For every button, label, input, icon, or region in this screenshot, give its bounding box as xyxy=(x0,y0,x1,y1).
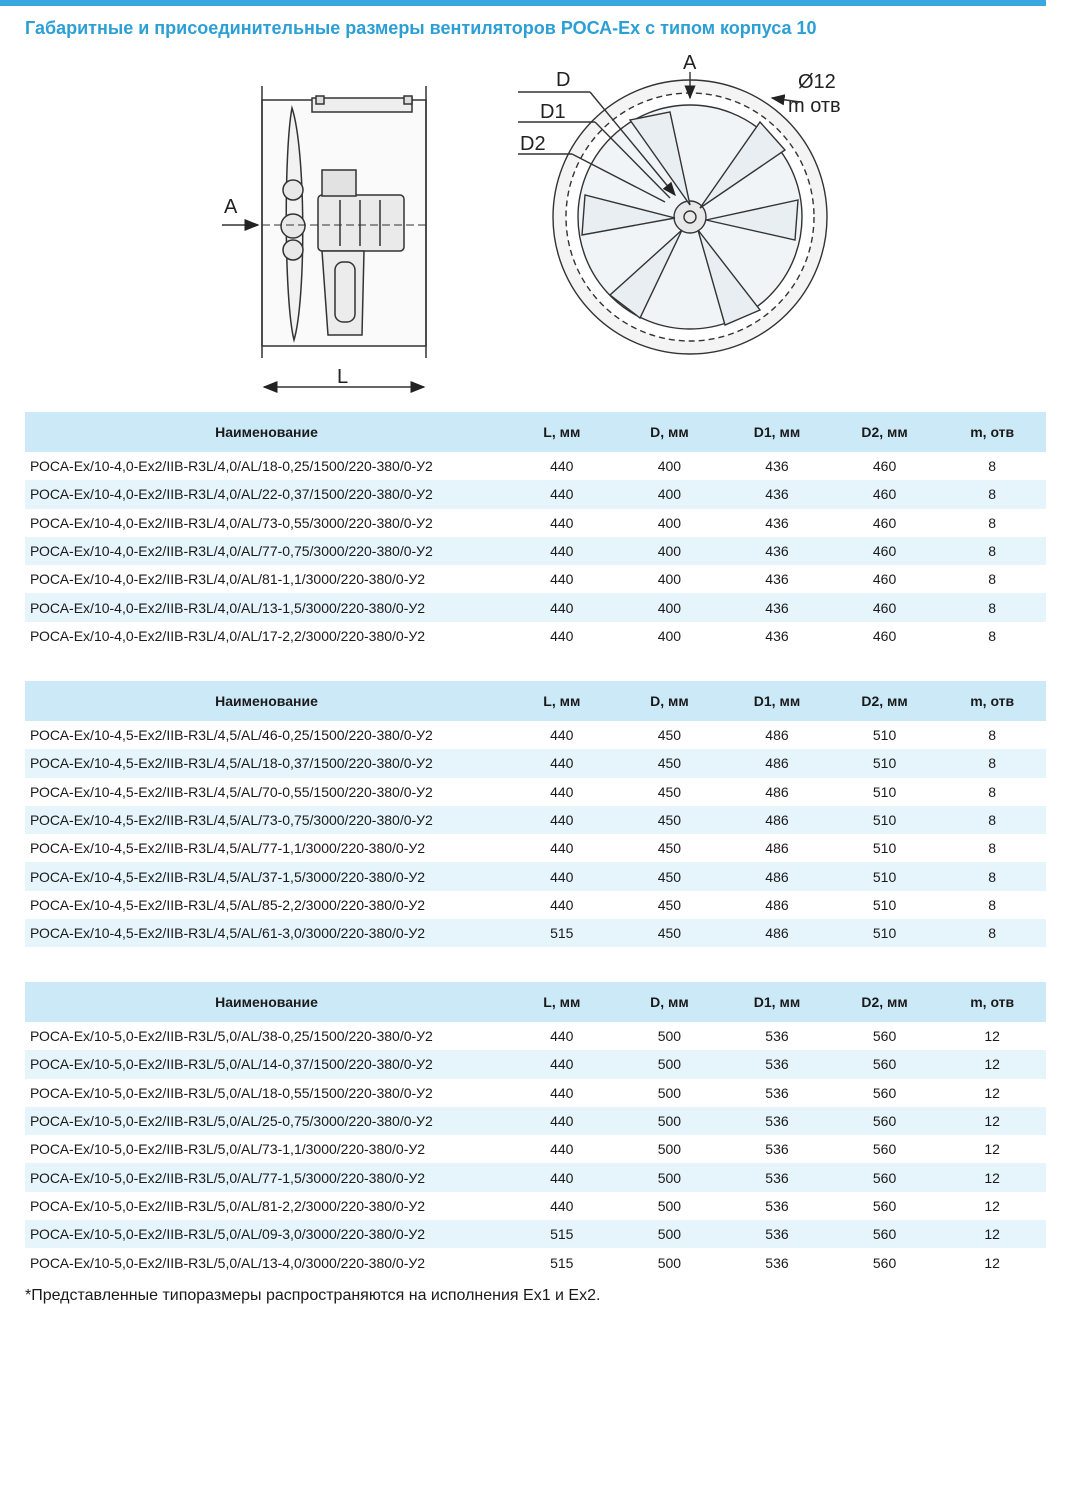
cell-m: 12 xyxy=(984,1197,1000,1214)
cell-d1: 536 xyxy=(765,1254,789,1271)
cell-d1: 536 xyxy=(765,1084,789,1101)
cell-name: РОСА-Ex/10-5,0-Ex2/IIB-R3L/5,0/AL/18-0,55/1500/220-380/0-У2 xyxy=(30,1084,433,1101)
cell-d: 450 xyxy=(657,727,682,744)
table-row xyxy=(25,1248,1046,1276)
cell-d1: 536 xyxy=(723,1163,831,1191)
cell-name: РОСА-Ex/10-4,5-Ex2/IIB-R3L/4,5/AL/73-0,75/3000/220-380/0-У2 xyxy=(25,806,508,834)
cell-name: РОСА-Ex/10-5,0-Ex2/IIB-R3L/5,0/AL/09-3,0/3000/220-380/0-У2 xyxy=(25,1220,508,1248)
table-row xyxy=(25,1220,1046,1248)
dimensions-table-5-0 xyxy=(25,982,1046,1277)
cell-name: РОСА-Ex/10-4,0-Ex2/IIB-R3L/4,0/AL/13-1,5/3000/220-380/0-У2 xyxy=(25,593,508,621)
cell-m: 12 xyxy=(984,1254,1000,1271)
table-row xyxy=(25,1135,1046,1163)
cell-d1: 486 xyxy=(723,749,831,777)
cell-l: 440 xyxy=(508,862,616,890)
cell-l: 440 xyxy=(508,1050,616,1078)
cell-d: 400 xyxy=(657,571,682,588)
cell-m: 8 xyxy=(988,514,997,531)
cell-d: 500 xyxy=(657,1141,682,1158)
cell-d1: 436 xyxy=(765,458,789,475)
header-m: m, отв xyxy=(938,982,1046,1022)
cell-m: 8 xyxy=(938,480,1046,508)
cell-d2: 560 xyxy=(872,1084,897,1101)
cell-d: 400 xyxy=(657,458,682,475)
cell-l: 440 xyxy=(508,806,616,834)
table-row xyxy=(25,891,1046,919)
cell-d: 450 xyxy=(616,862,724,890)
cell-d2: 510 xyxy=(831,806,939,834)
cell-d: 400 xyxy=(616,480,724,508)
cell-d1: 536 xyxy=(765,1197,789,1214)
table-row xyxy=(25,834,1046,862)
cell-name: РОСА-Ex/10-4,0-Ex2/IIB-R3L/4,0/AL/73-0,55/3000/220-380/0-У2 xyxy=(30,514,433,531)
cell-d1: 486 xyxy=(765,840,789,857)
cell-d2: 460 xyxy=(872,627,897,644)
dimensions-table-4-5 xyxy=(25,681,1046,947)
cell-d2: 560 xyxy=(831,1220,939,1248)
front-a-label: A xyxy=(683,52,697,74)
cell-name: РОСА-Ex/10-4,0-Ex2/IIB-R3L/4,0/AL/18-0,25/1500/220-380/0-У2 xyxy=(30,458,433,475)
cell-l: 440 xyxy=(508,480,616,508)
d2-label: D2 xyxy=(520,133,546,155)
cell-m: 12 xyxy=(984,1028,1000,1045)
cell-d: 400 xyxy=(616,537,724,565)
cell-l: 440 xyxy=(550,727,574,744)
cell-d2: 510 xyxy=(872,896,897,913)
cell-d2: 560 xyxy=(872,1254,897,1271)
header-d: D, мм xyxy=(616,982,724,1022)
cell-l: 440 xyxy=(508,593,616,621)
footnote: *Представленные типоразмеры распространяются на исполнения Ex1 и Ex2. xyxy=(25,1287,601,1304)
table-row xyxy=(25,1050,1046,1078)
holes-count-label: m отв xyxy=(788,95,841,117)
cell-m: 8 xyxy=(938,919,1046,947)
cell-d1: 536 xyxy=(723,1107,831,1135)
cell-name: РОСА-Ex/10-4,5-Ex2/IIB-R3L/4,5/AL/85-2,2/3000/220-380/0-У2 xyxy=(30,896,426,913)
cell-name: РОСА-Ex/10-5,0-Ex2/IIB-R3L/5,0/AL/25-0,75/3000/220-380/0-У2 xyxy=(25,1107,508,1135)
cell-name: РОСА-Ex/10-4,5-Ex2/IIB-R3L/4,5/AL/18-0,37/1500/220-380/0-У2 xyxy=(25,749,508,777)
cell-d: 500 xyxy=(657,1254,682,1271)
cell-d1: 436 xyxy=(723,593,831,621)
page-title: Габаритные и присоединительные размеры вентиляторов РОСА-Ex с типом корпуса 10 xyxy=(25,18,817,38)
l-label: L xyxy=(337,366,349,388)
cell-l: 440 xyxy=(550,514,574,531)
cell-m: 8 xyxy=(938,862,1046,890)
cell-l: 440 xyxy=(550,1084,574,1101)
cell-m: 8 xyxy=(938,806,1046,834)
cell-d: 400 xyxy=(616,593,724,621)
cell-m: 12 xyxy=(938,1220,1046,1248)
cell-l: 440 xyxy=(550,627,574,644)
cell-name: РОСА-Ex/10-4,5-Ex2/IIB-R3L/4,5/AL/46-0,25/1500/220-380/0-У2 xyxy=(30,727,433,744)
cell-d: 500 xyxy=(657,1084,682,1101)
cell-d2: 560 xyxy=(872,1141,897,1158)
table-row xyxy=(25,919,1046,947)
d1-label: D1 xyxy=(540,101,566,123)
cell-m: 8 xyxy=(988,896,997,913)
header-l: L, мм xyxy=(508,681,616,721)
cell-d: 500 xyxy=(616,1107,724,1135)
cell-d2: 460 xyxy=(872,458,897,475)
cell-m: 8 xyxy=(988,458,997,475)
cell-l: 440 xyxy=(550,571,574,588)
cell-d: 450 xyxy=(657,783,682,800)
cell-l: 440 xyxy=(550,783,574,800)
cell-l: 440 xyxy=(550,1197,574,1214)
cell-d: 500 xyxy=(657,1028,682,1045)
cell-d1: 486 xyxy=(723,806,831,834)
cell-m: 8 xyxy=(938,537,1046,565)
cell-d1: 486 xyxy=(723,919,831,947)
table-row xyxy=(25,806,1046,834)
cell-d2: 460 xyxy=(831,593,939,621)
cell-d2: 510 xyxy=(831,919,939,947)
cell-d: 450 xyxy=(657,840,682,857)
cell-d2: 560 xyxy=(831,1163,939,1191)
cell-l: 515 xyxy=(508,1220,616,1248)
table-header-row xyxy=(25,982,1046,1022)
table-row xyxy=(25,480,1046,508)
cell-name: РОСА-Ex/10-4,5-Ex2/IIB-R3L/4,5/AL/37-1,5/3000/220-380/0-У2 xyxy=(25,862,508,890)
cell-d1: 486 xyxy=(765,783,789,800)
table-row xyxy=(25,452,1046,480)
cell-d: 400 xyxy=(657,514,682,531)
header-name: Наименование xyxy=(25,982,508,1022)
cell-d1: 536 xyxy=(765,1028,789,1045)
cell-d2: 460 xyxy=(831,537,939,565)
cell-d2: 460 xyxy=(872,514,897,531)
cell-d1: 436 xyxy=(723,537,831,565)
cell-name: РОСА-Ex/10-5,0-Ex2/IIB-R3L/5,0/AL/14-0,37/1500/220-380/0-У2 xyxy=(25,1050,508,1078)
table-row xyxy=(25,537,1046,565)
cell-l: 440 xyxy=(508,537,616,565)
cell-d: 450 xyxy=(616,806,724,834)
header-d1: D1, мм xyxy=(723,412,831,452)
header-name: Наименование xyxy=(25,412,508,452)
table-row xyxy=(25,721,1046,749)
cell-name: РОСА-Ex/10-5,0-Ex2/IIB-R3L/5,0/AL/13-4,0/3000/220-380/0-У2 xyxy=(30,1254,426,1271)
cell-m: 12 xyxy=(938,1163,1046,1191)
cell-l: 440 xyxy=(508,749,616,777)
cell-name: РОСА-Ex/10-4,0-Ex2/IIB-R3L/4,0/AL/77-0,75/3000/220-380/0-У2 xyxy=(25,537,508,565)
cell-name: РОСА-Ex/10-5,0-Ex2/IIB-R3L/5,0/AL/81-2,2/3000/220-380/0-У2 xyxy=(30,1197,426,1214)
table-header-row xyxy=(25,412,1046,452)
cell-m: 8 xyxy=(988,627,997,644)
cell-d1: 436 xyxy=(765,514,789,531)
cell-d1: 486 xyxy=(723,862,831,890)
cell-l: 440 xyxy=(508,1107,616,1135)
cell-d: 450 xyxy=(616,919,724,947)
header-l: L, мм xyxy=(508,982,616,1022)
cell-name: РОСА-Ex/10-4,5-Ex2/IIB-R3L/4,5/AL/70-0,55/1500/220-380/0-У2 xyxy=(30,783,433,800)
cell-d1: 436 xyxy=(765,571,789,588)
cell-name: РОСА-Ex/10-4,5-Ex2/IIB-R3L/4,5/AL/77-1,1/3000/220-380/0-У2 xyxy=(30,840,426,857)
cell-name: РОСА-Ex/10-5,0-Ex2/IIB-R3L/5,0/AL/73-1,1/3000/220-380/0-У2 xyxy=(30,1141,426,1158)
dimensions-table-4-0 xyxy=(25,412,1046,650)
cell-l: 440 xyxy=(550,840,574,857)
cell-d: 450 xyxy=(616,749,724,777)
header-d1: D1, мм xyxy=(723,681,831,721)
table-row xyxy=(25,1192,1046,1220)
cell-m: 12 xyxy=(938,1050,1046,1078)
cell-m: 12 xyxy=(984,1084,1000,1101)
cell-m: 8 xyxy=(988,727,997,744)
cell-l: 440 xyxy=(550,1141,574,1158)
side-a-label: A xyxy=(224,196,238,218)
cell-d1: 486 xyxy=(765,896,789,913)
cell-name: РОСА-Ex/10-4,0-Ex2/IIB-R3L/4,0/AL/81-1,1/3000/220-380/0-У2 xyxy=(30,571,426,588)
table-row xyxy=(25,1163,1046,1191)
table-header-row xyxy=(25,681,1046,721)
cell-d2: 560 xyxy=(831,1107,939,1135)
cell-name: РОСА-Ex/10-4,5-Ex2/IIB-R3L/4,5/AL/61-3,0/3000/220-380/0-У2 xyxy=(25,919,508,947)
cell-d: 500 xyxy=(616,1220,724,1248)
hole-diameter-label: Ø12 xyxy=(798,71,836,93)
cell-d: 500 xyxy=(657,1197,682,1214)
cell-m: 8 xyxy=(938,593,1046,621)
header-d2: D2, мм xyxy=(831,681,939,721)
cell-m: 8 xyxy=(988,840,997,857)
header-d1: D1, мм xyxy=(723,982,831,1022)
cell-l: 440 xyxy=(508,1163,616,1191)
cell-l: 515 xyxy=(550,1254,574,1271)
d-label: D xyxy=(556,69,571,91)
table-row xyxy=(25,778,1046,806)
cell-d2: 510 xyxy=(872,783,897,800)
cell-name: РОСА-Ex/10-4,0-Ex2/IIB-R3L/4,0/AL/22-0,37/1500/220-380/0-У2 xyxy=(25,480,508,508)
cell-d2: 510 xyxy=(831,862,939,890)
table-row xyxy=(25,862,1046,890)
header-d: D, мм xyxy=(616,412,724,452)
cell-d1: 536 xyxy=(723,1050,831,1078)
cell-d: 500 xyxy=(616,1050,724,1078)
cell-m: 12 xyxy=(984,1141,1000,1158)
cell-d2: 460 xyxy=(831,480,939,508)
cell-d: 450 xyxy=(657,896,682,913)
cell-d2: 510 xyxy=(872,727,897,744)
table-row xyxy=(25,749,1046,777)
cell-m: 8 xyxy=(988,571,997,588)
cell-d2: 560 xyxy=(872,1197,897,1214)
header-d: D, мм xyxy=(616,681,724,721)
cell-d: 500 xyxy=(616,1163,724,1191)
cell-d: 400 xyxy=(657,627,682,644)
table-row xyxy=(25,565,1046,593)
cell-d1: 486 xyxy=(765,727,789,744)
cell-d2: 510 xyxy=(872,840,897,857)
header-name: Наименование xyxy=(25,681,508,721)
cell-d2: 460 xyxy=(872,571,897,588)
header-d2: D2, мм xyxy=(831,982,939,1022)
cell-d2: 560 xyxy=(872,1028,897,1045)
table-row xyxy=(25,1022,1046,1050)
cell-name: РОСА-Ex/10-5,0-Ex2/IIB-R3L/5,0/AL/38-0,25/1500/220-380/0-У2 xyxy=(30,1028,433,1045)
fan-drawing xyxy=(200,50,900,400)
cell-l: 515 xyxy=(508,919,616,947)
header-m: m, отв xyxy=(938,681,1046,721)
header-m: m, отв xyxy=(938,412,1046,452)
top-accent-bar xyxy=(0,0,1046,6)
cell-d1: 436 xyxy=(723,480,831,508)
cell-name: РОСА-Ex/10-4,0-Ex2/IIB-R3L/4,0/AL/17-2,2/3000/220-380/0-У2 xyxy=(30,627,426,644)
table-row xyxy=(25,593,1046,621)
side-view xyxy=(222,86,426,387)
cell-d2: 510 xyxy=(831,749,939,777)
cell-d2: 560 xyxy=(831,1050,939,1078)
cell-l: 440 xyxy=(550,458,574,475)
cell-d1: 536 xyxy=(765,1141,789,1158)
cell-l: 440 xyxy=(550,1028,574,1045)
header-d2: D2, мм xyxy=(831,412,939,452)
fan-drawing-svg xyxy=(200,50,900,400)
table-row xyxy=(25,622,1046,650)
cell-l: 440 xyxy=(550,896,574,913)
table-row xyxy=(25,1107,1046,1135)
cell-d1: 436 xyxy=(765,627,789,644)
header-l: L, мм xyxy=(508,412,616,452)
cell-m: 8 xyxy=(988,783,997,800)
table-row xyxy=(25,509,1046,537)
cell-m: 8 xyxy=(938,749,1046,777)
cell-d1: 536 xyxy=(723,1220,831,1248)
cell-name: РОСА-Ex/10-5,0-Ex2/IIB-R3L/5,0/AL/77-1,5/3000/220-380/0-У2 xyxy=(25,1163,508,1191)
cell-m: 12 xyxy=(938,1107,1046,1135)
table-row xyxy=(25,1079,1046,1107)
